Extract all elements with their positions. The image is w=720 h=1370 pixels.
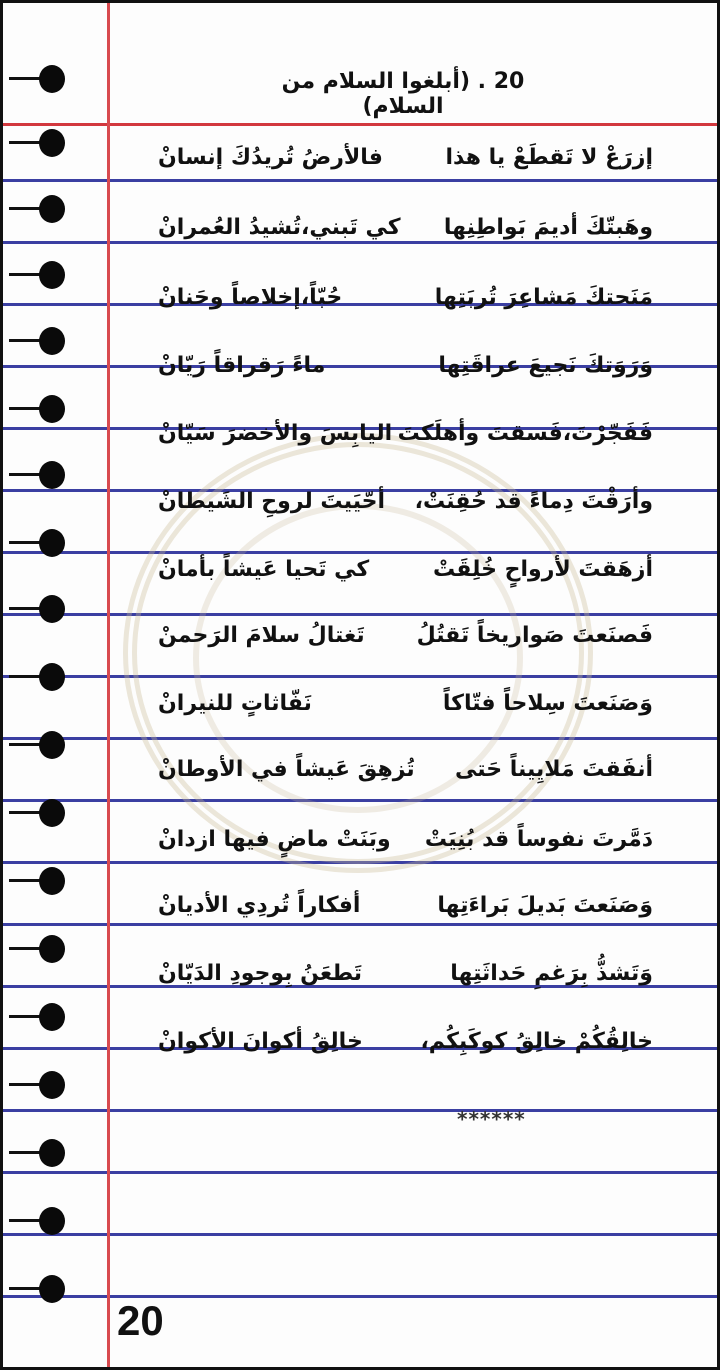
verse-line xyxy=(143,285,653,325)
verse-first-hemistich: وَتَشذُّ بِرَغمِ حَداثَتِها xyxy=(450,961,653,986)
verse-line xyxy=(143,489,653,529)
verse-first-hemistich: وهَبتّكَ أديمَ بَواطِنِها xyxy=(443,215,653,240)
binder-ring-icon xyxy=(9,879,49,882)
page-number: 20 xyxy=(117,1297,164,1344)
ruled-line xyxy=(3,1295,717,1298)
verse-second-hemistich: فالأرضُ تُريدُكَ إنسانْ xyxy=(158,145,383,170)
verse-second-hemistich: خالِقُ أكوانَ الأكوانْ xyxy=(158,1029,363,1054)
binder-ring-icon xyxy=(9,77,49,80)
verse-line xyxy=(143,215,653,255)
verse-second-hemistich: أفكاراً تُردِي الأديانْ xyxy=(158,893,361,918)
header-rule xyxy=(3,123,717,126)
verse-line xyxy=(143,557,653,597)
verse-second-hemistich: نَفّاثاتٍ للنيرانْ xyxy=(158,691,312,716)
poem-title: 20 . (أبلغوا السلام من السلام) xyxy=(281,69,525,119)
verse-first-hemistich: فَصنَعتَ صَواريخاً تَقتُلُ xyxy=(416,623,653,648)
binder-ring-icon xyxy=(9,607,49,610)
verse-first-hemistich: وَصَنَعتَ سِلاحاً فتّاكاً xyxy=(442,691,653,716)
verse-first-hemistich: دَمَّرتَ نفوساً قد بُنِيَتْ xyxy=(424,827,653,852)
verse-first-hemistich: إزرَعْ لا تَقطَعْ يا هذا xyxy=(445,145,653,170)
binder-ring-icon xyxy=(9,1287,49,1290)
binder-ring-icon xyxy=(9,207,49,210)
margin-line xyxy=(107,3,110,1367)
binder-ring-icon xyxy=(9,1219,49,1222)
verse-second-hemistich: ماءً رَقراقاً رَيّانْ xyxy=(158,353,326,378)
verse-second-hemistich: وبَنَتْ ماضٍ فيها ازدانْ xyxy=(158,827,391,852)
verse-line xyxy=(143,353,653,393)
binder-ring-icon xyxy=(9,947,49,950)
verse-second-hemistich: اليابِسَ والأخضرَ سَيّانْ xyxy=(158,421,393,446)
verse-second-hemistich: حُبّاً،إخلاصاً وحَنانْ xyxy=(158,285,343,310)
binder-ring-icon xyxy=(9,1015,49,1018)
verse-second-hemistich: تُزهِقَ عَيشاً في الأوطانْ xyxy=(158,757,415,782)
verse-line xyxy=(143,893,653,933)
verse-line xyxy=(143,145,653,185)
verse-first-hemistich: وَرَوَتكَ نَجيعَ عراقَتِها xyxy=(438,353,653,378)
verse-second-hemistich: تَطعَنُ بِوجودِ الدَيّانْ xyxy=(158,961,363,986)
verse-line xyxy=(143,961,653,1001)
ruled-line xyxy=(3,1233,717,1236)
ruled-line xyxy=(3,1171,717,1174)
verse-first-hemistich: أنفَقتَ مَلايِيناً حَتى xyxy=(455,757,653,782)
binder-ring-icon xyxy=(9,339,49,342)
binder-ring-icon xyxy=(9,811,49,814)
binder-ring-icon xyxy=(9,743,49,746)
verse-line xyxy=(143,1029,653,1069)
verse-second-hemistich: أحّيَيتَ لروحِ الشَيطانْ xyxy=(158,489,386,514)
verse-line xyxy=(143,623,653,663)
verse-first-hemistich: أزهَقتَ لأرواحٍ خُلِقَتْ xyxy=(433,557,653,582)
verse-second-hemistich: كي تَحيا عَيشاً بأمانْ xyxy=(158,557,370,582)
binder-ring-icon xyxy=(9,273,49,276)
verse-second-hemistich: تَغتالُ سلامَ الرَحمنْ xyxy=(158,623,365,648)
verse-first-hemistich: خالِقُكُمْ خالِقُ كوكَبِكُم، xyxy=(420,1029,653,1054)
verse-first-hemistich: فَفَجّرْتَ،فَسقتَ وأهلَكتَ xyxy=(397,421,653,446)
verse-first-hemistich: مَنَحتكَ مَشاعِرَ تُربَتِها xyxy=(434,285,653,310)
binder-ring-icon xyxy=(9,675,49,678)
verse-line xyxy=(143,827,653,867)
binder-ring-icon xyxy=(9,541,49,544)
verse-first-hemistich: وَصَنَعتَ بَديلَ بَراءَتِها xyxy=(437,893,653,918)
binder-ring-icon xyxy=(9,1083,49,1086)
verse-line xyxy=(143,757,653,797)
ruled-line xyxy=(3,1109,717,1112)
binder-ring-icon xyxy=(9,1151,49,1154)
binder-ring-icon xyxy=(9,473,49,476)
verse-line xyxy=(143,421,653,461)
separator-stars: ****** xyxy=(457,1107,526,1131)
binder-ring-icon xyxy=(9,407,49,410)
verse-first-hemistich: وأرَقْتَ دِماءً قد حُقِنَتْ، xyxy=(414,489,653,514)
verse-second-hemistich: كي تَبني،تُشيدُ العُمرانْ xyxy=(158,215,401,240)
binder-ring-icon xyxy=(9,141,49,144)
verse-line xyxy=(143,691,653,731)
